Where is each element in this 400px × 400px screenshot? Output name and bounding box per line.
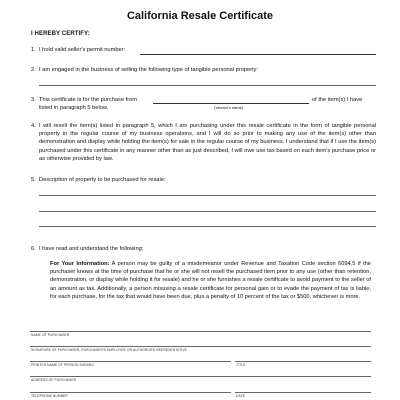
item-3-prefix: This certificate is for the purchase from <box>39 97 137 103</box>
document-title: California Resale Certificate <box>126 10 274 22</box>
item-3-line2: listed in paragraph 5 below. <box>39 105 109 111</box>
item-1-number: 1. <box>31 47 36 53</box>
item-2-number: 2. <box>31 67 36 73</box>
description-line-3[interactable] <box>39 226 376 227</box>
telephone-label: TELEPHONE NUMBER <box>31 394 68 398</box>
signature-field[interactable] <box>30 346 371 347</box>
item-5-number: 5. <box>31 177 36 183</box>
printed-name-field[interactable] <box>30 361 231 362</box>
title-label: TITLE <box>236 363 246 367</box>
description-line-2[interactable] <box>39 211 376 212</box>
purchaser-name-label: NAME OF PURCHASER <box>31 333 70 337</box>
item-6-number: 6. <box>31 246 36 252</box>
property-type-field[interactable] <box>39 85 376 86</box>
item-4-text: I will resell the item(s) listed in paragraph 5, which I am purchasing under this resale certificate in the form of tangible personal property in the regular course of my business operations, and I will do so prior to making any use of the item(s) other than demonstration and display while holding the item(s) for sale in the regular course of my business. I understand that if I use the item(s) purchased under this certificate in any manner other than as just described, I will owe use tax based on each item's purchase price or as otherwise provided by law. <box>39 123 376 162</box>
item-5-text: Description of property to be purchased for resale: <box>39 177 166 183</box>
title-field[interactable] <box>235 361 371 362</box>
address-label: ADDRESS OF PURCHASER <box>31 378 77 382</box>
telephone-field[interactable] <box>30 392 231 393</box>
description-line-1[interactable] <box>39 195 376 196</box>
signature-label: SIGNATURE OF PURCHASER, PURCHASER'S EMPLOYEE OR AUTHORIZED REPRESENTATIVE <box>31 348 187 352</box>
item-1-text: I hold valid seller's permit number: <box>39 47 126 53</box>
item-3-number: 3. <box>31 97 36 103</box>
info-paragraph <box>50 260 371 301</box>
address-field[interactable] <box>30 376 371 377</box>
certify-heading: I HEREBY CERTIFY: <box>31 31 90 37</box>
printed-name-label: PRINTED NAME OF PERSON SIGNING <box>31 363 95 367</box>
date-label: DATE <box>236 394 245 398</box>
info-text: A person may be guilty of a misdemeanor under Revenue and Taxation Code section 6094.5 if the purchaser knows at the time of purchase that he or she will not resell the purchased item prior to any use (other than retention, demonstration, or display while holding it for resale) and he or she furnishes a resale certificate to avoid payment to the seller of an amount as tax. Additionally, a person misusing a resale certificate for personal gain or to evade the payment of tax is liable, for each purchase, for the tax that would have been due, plus a penalty of 10 percent of the tax or $500, whichever is more. <box>50 261 371 300</box>
permit-number-field[interactable] <box>140 54 376 55</box>
vendor-name-label: (Vendor's name) <box>214 105 244 110</box>
item-6-text: I have read and understand the following: <box>39 246 144 252</box>
date-field[interactable] <box>235 392 371 393</box>
item-3-suffix: of the item(s) I have <box>312 97 363 103</box>
purchaser-name-field[interactable] <box>30 331 371 332</box>
item-4-number: 4. <box>31 123 36 129</box>
item-2-text: I am engaged in the business of selling the following type of tangible personal property: <box>39 67 259 73</box>
vendor-name-field[interactable] <box>153 103 309 104</box>
info-heading: For Your Information: <box>50 261 110 267</box>
